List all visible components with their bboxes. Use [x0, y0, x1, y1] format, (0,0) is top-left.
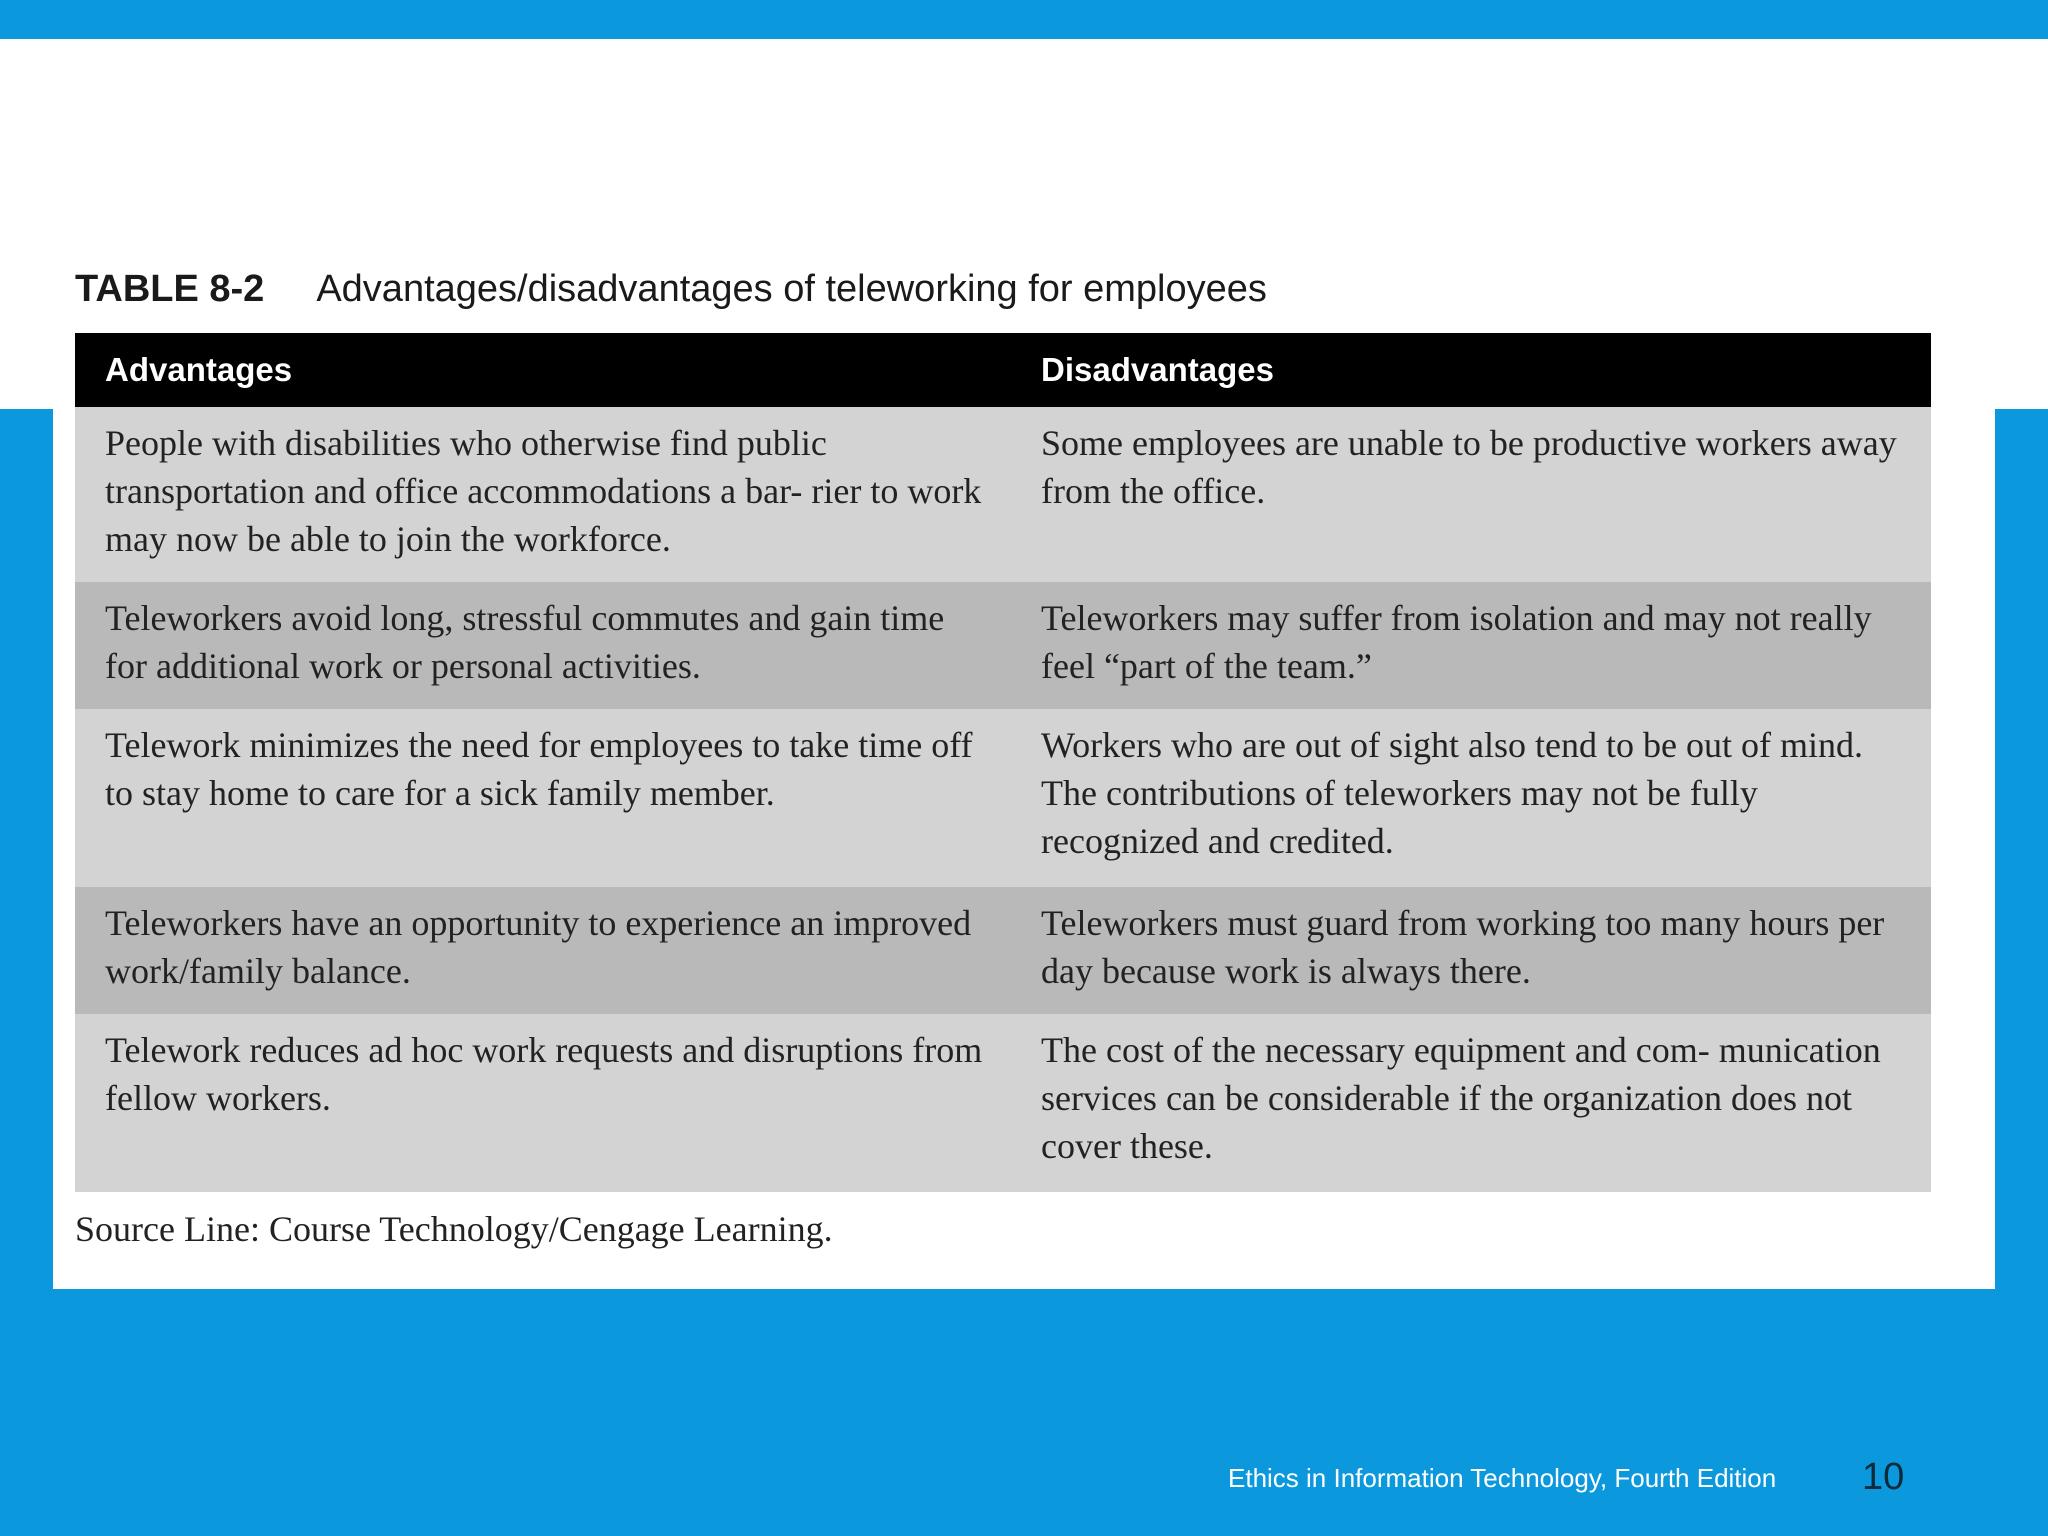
header-disadvantages: Disadvantages [1011, 333, 1931, 407]
advantage-cell: Teleworkers have an opportunity to experience an improved work/family balance. [75, 887, 1011, 1014]
table-number: TABLE 8-2 [75, 267, 265, 310]
header-advantages: Advantages [75, 333, 1011, 407]
top-accent-bar [0, 0, 2048, 39]
table-row [75, 887, 1931, 1014]
source-line: Source Line: Course Technology/Cengage Learning. [75, 1209, 833, 1249]
table-row [75, 407, 1931, 582]
disadvantage-cell: Workers who are out of sight also tend to be out of mind. The contributions of teleworkers may not be fully recognized and credited. [1011, 709, 1931, 887]
slide-number: 10 [1862, 1456, 1905, 1498]
advantage-cell: Telework reduces ad hoc work requests and disruptions from fellow workers. [75, 1014, 1011, 1192]
table-row [75, 709, 1931, 887]
advantage-cell: People with disabilities who otherwise find public transportation and office accommodations a bar- rier to work may now be able to join the workforce. [75, 407, 1011, 582]
advantage-cell: Teleworkers avoid long, stressful commutes and gain time for additional work or personal activities. [75, 582, 1011, 709]
disadvantage-cell: The cost of the necessary equipment and com- munication services can be considerable if the organization does not cover these. [1011, 1014, 1931, 1192]
table-header-row [75, 333, 1931, 407]
table-title: Advantages/disadvantages of teleworking for employees [316, 267, 1267, 310]
table-row [75, 1014, 1931, 1192]
disadvantage-cell: Teleworkers must guard from working too many hours per day because work is always there. [1011, 887, 1931, 1014]
advantage-cell: Telework minimizes the need for employees to take time off to stay home to care for a sick family member. [75, 709, 1011, 887]
teleworking-table [75, 333, 1931, 1192]
table-row [75, 582, 1931, 709]
disadvantage-cell: Teleworkers may suffer from isolation and may not really feel “part of the team.” [1011, 582, 1931, 709]
disadvantage-cell: Some employees are unable to be productive workers away from the office. [1011, 407, 1931, 582]
table-caption [75, 262, 1267, 316]
footer-text: Ethics in Information Technology, Fourth Edition [1228, 1463, 1777, 1493]
